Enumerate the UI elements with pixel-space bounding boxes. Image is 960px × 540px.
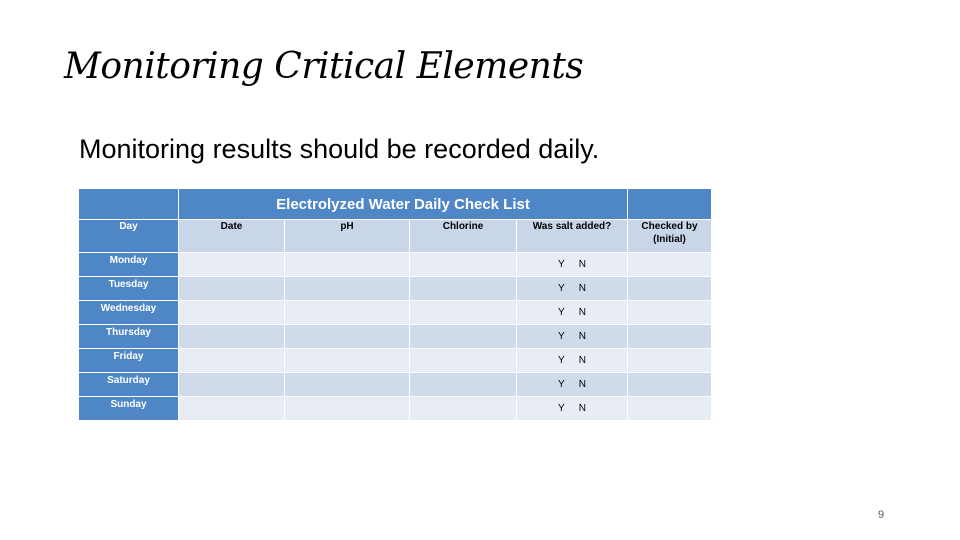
chlorine-cell[interactable] <box>410 349 517 373</box>
table-title-end <box>628 189 712 220</box>
table-title-corner <box>79 189 179 220</box>
checked-by-cell[interactable] <box>628 277 712 301</box>
day-cell: Wednesday <box>79 301 179 325</box>
no-option[interactable]: N <box>578 403 586 414</box>
column-header-chlorine: Chlorine <box>410 220 517 253</box>
page-number: 9 <box>878 509 885 521</box>
no-option[interactable]: N <box>578 355 586 366</box>
checked-by-cell[interactable] <box>628 349 712 373</box>
checked-by-cell[interactable] <box>628 373 712 397</box>
no-option[interactable]: N <box>578 331 586 342</box>
date-cell[interactable] <box>179 349 285 373</box>
checked-by-cell[interactable] <box>628 325 712 349</box>
yes-option[interactable]: Y <box>558 379 565 390</box>
column-header-checked-by: Checked by (Initial) <box>628 220 712 253</box>
yes-option[interactable]: Y <box>558 283 565 294</box>
salt-added-cell[interactable] <box>517 397 628 421</box>
column-header-date: Date <box>179 220 285 253</box>
ph-cell[interactable] <box>285 349 410 373</box>
yes-option[interactable]: Y <box>558 259 565 270</box>
yes-option[interactable]: Y <box>558 331 565 342</box>
column-header-ph: pH <box>285 220 410 253</box>
table-row <box>79 397 712 421</box>
table-row <box>79 301 712 325</box>
salt-added-cell[interactable] <box>517 349 628 373</box>
day-cell: Thursday <box>79 325 179 349</box>
chlorine-cell[interactable] <box>410 253 517 277</box>
day-cell: Monday <box>79 253 179 277</box>
table-header-row <box>79 220 712 253</box>
ph-cell[interactable] <box>285 397 410 421</box>
date-cell[interactable] <box>179 253 285 277</box>
no-option[interactable]: N <box>578 307 586 318</box>
checked-by-cell[interactable] <box>628 301 712 325</box>
ph-cell[interactable] <box>285 373 410 397</box>
table-row <box>79 349 712 373</box>
column-header-salt-added: Was salt added? <box>517 220 628 253</box>
checklist-table <box>78 188 712 421</box>
date-cell[interactable] <box>179 397 285 421</box>
day-cell: Friday <box>79 349 179 373</box>
no-option[interactable]: N <box>578 379 586 390</box>
salt-added-cell[interactable] <box>517 325 628 349</box>
yes-option[interactable]: Y <box>558 403 565 414</box>
salt-added-cell[interactable] <box>517 301 628 325</box>
ph-cell[interactable] <box>285 253 410 277</box>
chlorine-cell[interactable] <box>410 373 517 397</box>
table-row <box>79 373 712 397</box>
yes-option[interactable]: Y <box>558 307 565 318</box>
table-title-row <box>79 189 712 220</box>
table-title: Electrolyzed Water Daily Check List <box>179 189 628 220</box>
slide-title: Monitoring Critical Elements <box>64 46 584 87</box>
salt-added-cell[interactable] <box>517 253 628 277</box>
yes-option[interactable]: Y <box>558 355 565 366</box>
date-cell[interactable] <box>179 373 285 397</box>
date-cell[interactable] <box>179 325 285 349</box>
table-row <box>79 325 712 349</box>
ph-cell[interactable] <box>285 277 410 301</box>
ph-cell[interactable] <box>285 301 410 325</box>
chlorine-cell[interactable] <box>410 301 517 325</box>
day-cell: Sunday <box>79 397 179 421</box>
day-cell: Saturday <box>79 373 179 397</box>
day-cell: Tuesday <box>79 277 179 301</box>
chlorine-cell[interactable] <box>410 277 517 301</box>
chlorine-cell[interactable] <box>410 397 517 421</box>
checked-by-cell[interactable] <box>628 253 712 277</box>
salt-added-cell[interactable] <box>517 277 628 301</box>
table-row <box>79 253 712 277</box>
date-cell[interactable] <box>179 277 285 301</box>
ph-cell[interactable] <box>285 325 410 349</box>
table-row <box>79 277 712 301</box>
checked-by-cell[interactable] <box>628 397 712 421</box>
no-option[interactable]: N <box>578 259 586 270</box>
chlorine-cell[interactable] <box>410 325 517 349</box>
slide-subtitle: Monitoring results should be recorded daily. <box>79 134 600 164</box>
salt-added-cell[interactable] <box>517 373 628 397</box>
column-header-day: Day <box>79 220 179 253</box>
date-cell[interactable] <box>179 301 285 325</box>
no-option[interactable]: N <box>578 283 586 294</box>
